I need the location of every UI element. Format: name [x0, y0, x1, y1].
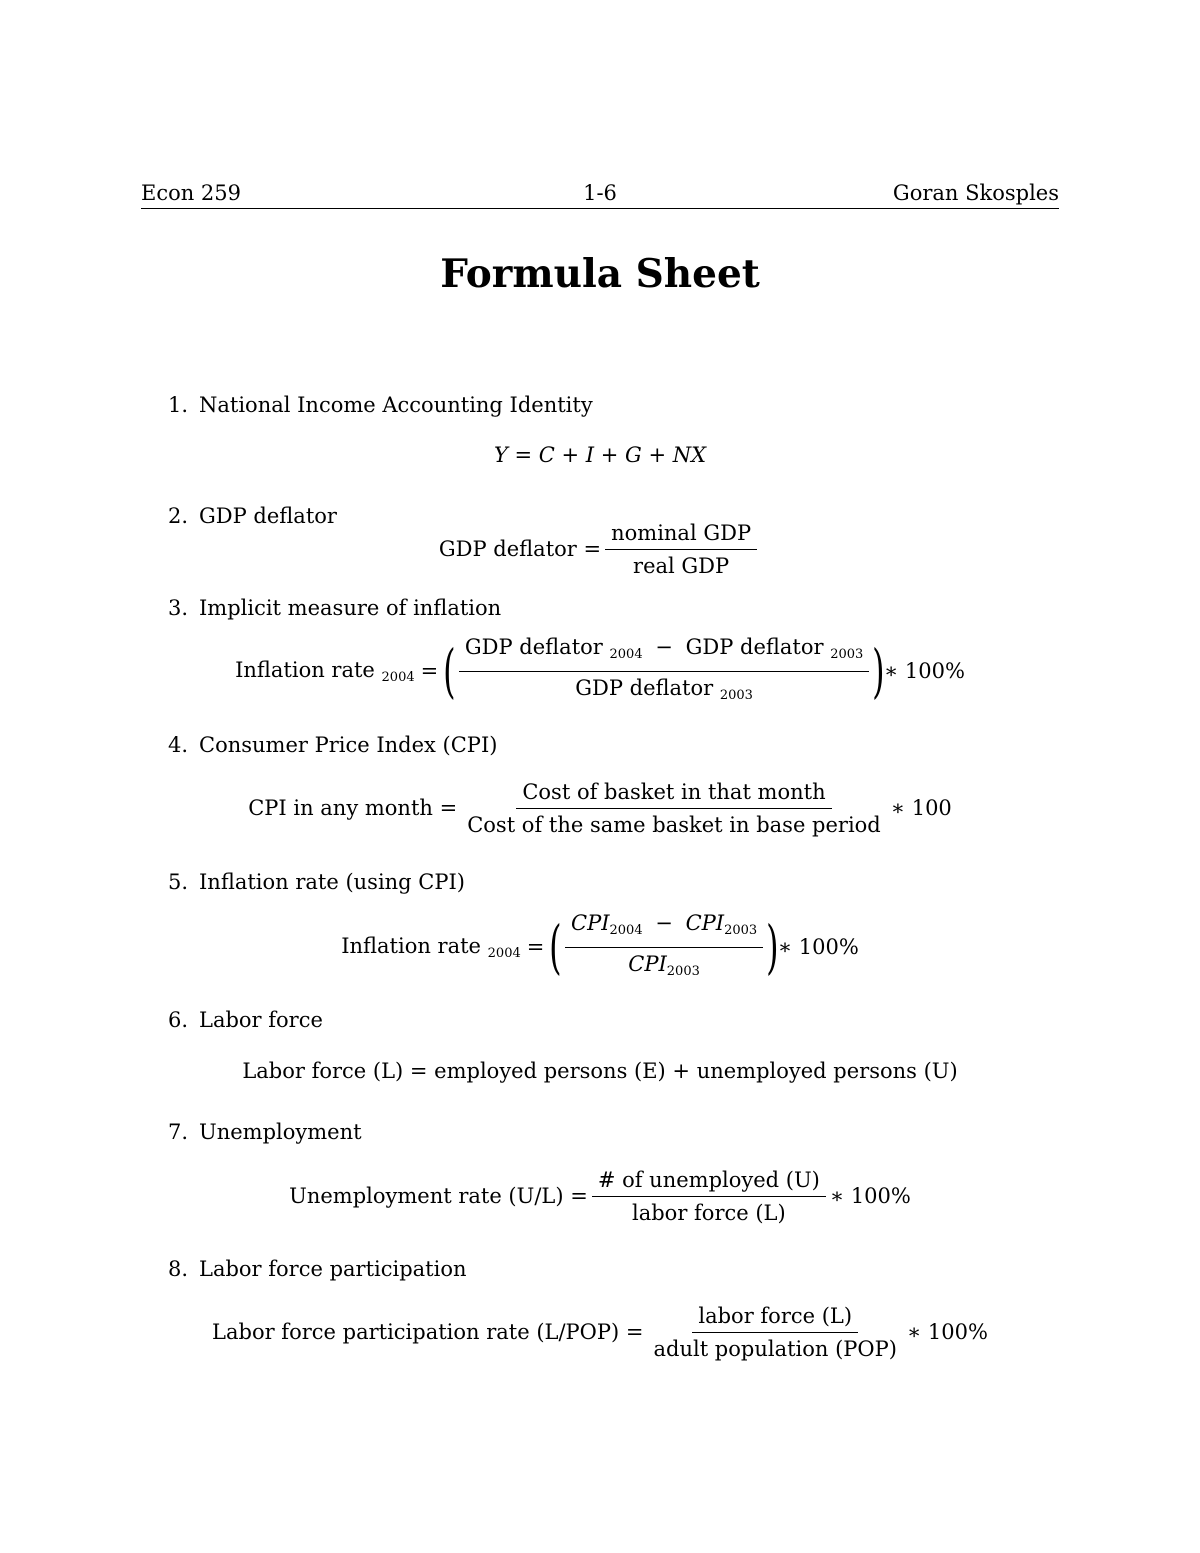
formula-lhs: GDP deflator =: [438, 537, 602, 561]
item-number: 8.: [168, 1257, 189, 1281]
item-number: 5.: [168, 870, 189, 894]
item-heading-text: Inflation rate (using CPI): [199, 870, 465, 894]
formula-rhs: ∗ 100%: [906, 1320, 988, 1344]
item-number: 3.: [168, 596, 189, 620]
item-4-formula: [0, 776, 1200, 840]
item-heading-text: Implicit measure of inflation: [199, 596, 502, 620]
item-5-formula: [0, 910, 1200, 981]
equals-sign: =: [526, 935, 545, 959]
subscript: 2004: [609, 646, 643, 662]
left-paren: (: [443, 637, 456, 705]
item-number: 2.: [168, 504, 189, 528]
fraction-numerator: nominal GDP: [605, 520, 757, 550]
author-name: Goran Skosples: [892, 181, 1059, 205]
fraction-denominator: real GDP: [633, 553, 730, 578]
formula-text: Y = C + I + G + NX: [493, 443, 707, 467]
item-5-heading: [168, 869, 465, 895]
item-6-formula: [0, 1056, 1200, 1086]
course-name: Econ 259: [141, 181, 242, 205]
item-8-heading: [168, 1256, 467, 1282]
fraction: [605, 520, 757, 579]
equals-sign: =: [420, 659, 439, 683]
formula-lhs: [341, 934, 521, 961]
item-3-heading: [168, 595, 501, 621]
formula-rhs: ∗ 100%: [883, 659, 965, 683]
right-paren: ): [766, 913, 779, 981]
lhs-text: Inflation rate: [235, 657, 375, 682]
fraction-denominator: Cost of the same basket in base period: [467, 812, 881, 837]
fraction-numerator: [459, 634, 869, 672]
item-number: 4.: [168, 733, 189, 757]
numerator-term-a: CPI: [571, 910, 610, 935]
lhs-subscript: 2004: [381, 669, 415, 685]
subscript: 2003: [724, 922, 758, 938]
fraction-denominator: labor force (L): [632, 1200, 786, 1225]
fraction: [647, 1303, 902, 1362]
item-4-heading: [168, 732, 497, 758]
lhs-text: Inflation rate: [341, 933, 481, 958]
formula-lhs: [235, 658, 415, 685]
item-number: 7.: [168, 1120, 189, 1144]
fraction: [461, 779, 887, 838]
item-heading-text: Labor force participation: [199, 1257, 467, 1281]
item-8-formula: [0, 1300, 1200, 1364]
item-heading-text: National Income Accounting Identity: [199, 393, 593, 417]
subscript: 2003: [719, 687, 753, 703]
item-3-formula: [0, 634, 1200, 705]
left-paren: (: [549, 913, 562, 981]
item-heading-text: GDP deflator: [199, 504, 337, 528]
subscript: 2003: [830, 646, 864, 662]
item-2-formula: [0, 518, 1200, 580]
denominator-term: CPI: [628, 951, 667, 976]
denominator-term: GDP deflator: [575, 675, 714, 700]
fraction-numerator: Cost of basket in that month: [516, 779, 831, 809]
right-paren: ): [872, 637, 885, 705]
fraction-denominator: [622, 948, 706, 985]
item-7-formula: [0, 1164, 1200, 1228]
fraction-denominator: [569, 672, 759, 709]
minus-sign: −: [655, 634, 673, 659]
fraction: [459, 634, 869, 709]
formula-rhs: ∗ 100%: [777, 935, 859, 959]
document-title: Formula Sheet: [440, 251, 760, 297]
page-number: 1-6: [583, 181, 617, 205]
item-heading-text: Unemployment: [199, 1120, 362, 1144]
numerator-term-a: GDP deflator: [464, 634, 603, 659]
fraction-denominator: adult population (POP): [653, 1336, 897, 1361]
fraction-numerator: [565, 910, 763, 948]
formula-rhs: ∗ 100%: [829, 1184, 911, 1208]
item-number: 6.: [168, 1008, 189, 1032]
item-heading-text: Labor force: [199, 1008, 323, 1032]
fraction: [565, 910, 763, 985]
formula-lhs: Labor force participation rate (L/POP) =: [212, 1320, 644, 1344]
numerator-term-b: GDP deflator: [685, 634, 824, 659]
item-heading-text: Consumer Price Index (CPI): [199, 733, 498, 757]
formula-text: Labor force (L) = employed persons (E) + unemployed persons (U): [242, 1059, 958, 1083]
formula-lhs: Unemployment rate (U/L) =: [289, 1184, 588, 1208]
page-header: [141, 180, 1059, 209]
formula-lhs: CPI in any month =: [248, 796, 458, 820]
lhs-subscript: 2004: [487, 945, 521, 961]
subscript: 2003: [666, 963, 700, 979]
numerator-term-b: CPI: [685, 910, 725, 935]
fraction-numerator: labor force (L): [692, 1303, 858, 1333]
item-1-heading: [168, 392, 593, 418]
item-7-heading: [168, 1119, 362, 1145]
item-number: 1.: [168, 393, 189, 417]
fraction: [592, 1167, 826, 1226]
item-1-formula: [0, 440, 1200, 470]
minus-sign: −: [655, 910, 673, 935]
formula-rhs: ∗ 100: [890, 796, 952, 820]
subscript: 2004: [609, 922, 643, 938]
fraction-numerator: # of unemployed (U): [592, 1167, 826, 1197]
item-6-heading: [168, 1007, 323, 1033]
